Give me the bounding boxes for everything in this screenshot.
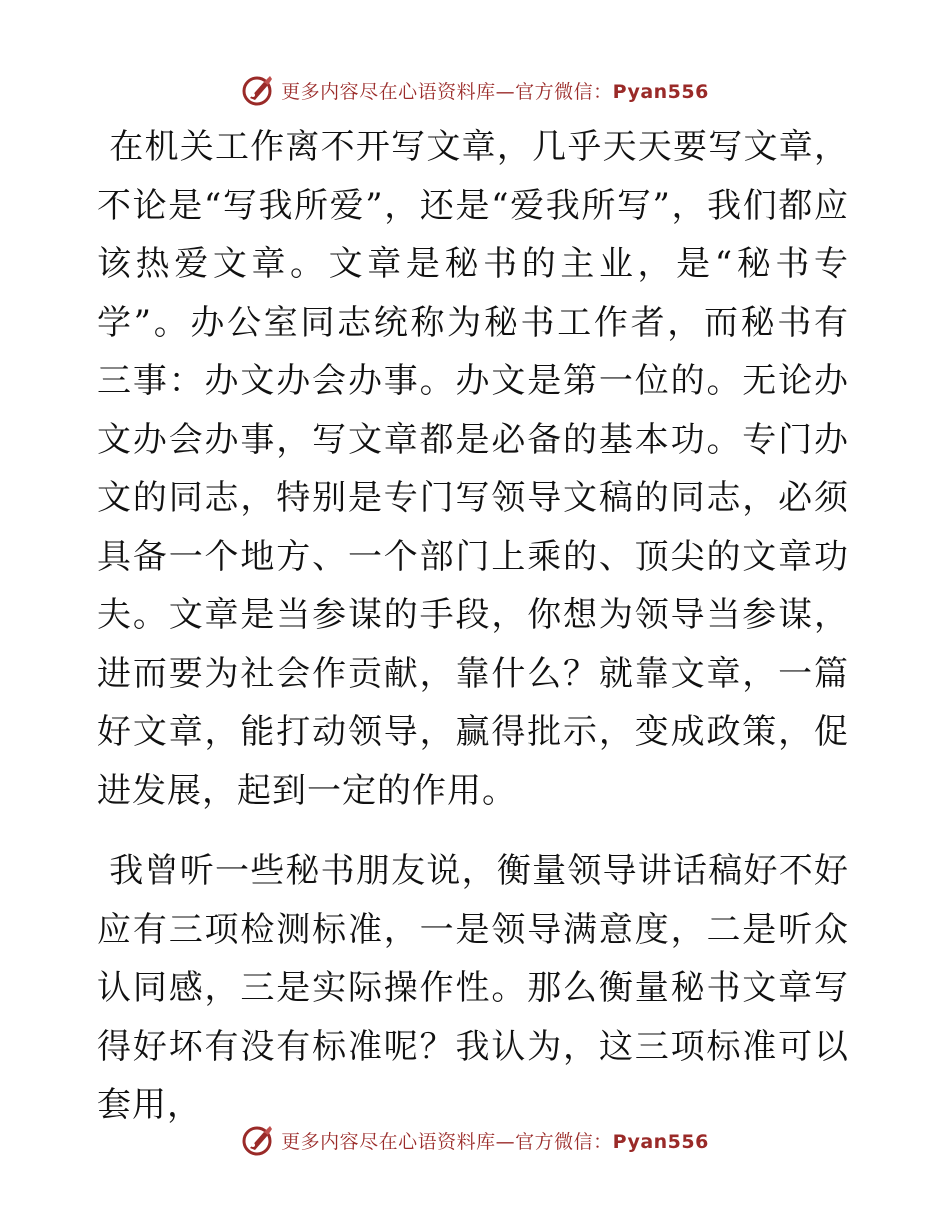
body-paragraph-1	[97, 118, 849, 820]
document-body	[97, 118, 849, 1135]
header-banner-separator: —	[495, 80, 516, 103]
header-banner-main: 更多内容尽在心语资料库	[281, 80, 496, 103]
footer-banner-separator: —	[495, 1130, 516, 1153]
header-banner-official: 官方微信：	[515, 80, 613, 103]
pen-seal-logo-icon	[241, 73, 275, 107]
pen-seal-logo-icon	[241, 1123, 275, 1157]
body-paragraph-1-text: 在机关工作离不开写文章，几乎天天要写文章，不论是“写我所爱”，还是“爱我所写”，我们都应该热爱文章。文章是秘书的主业，是“秘书专学”。办公室同志统称为秘书工作者，而秘书有三事：办文办会办事。办文是第一位的。无论办文办会办事，写文章都是必备的基本功。专门办文的同志，特别是专门写领导文稿的同志，必须具备一个地方、一个部门上乘的、顶尖的文章功夫。文章是当参谋的手段，你想为领导当参谋，进而要为社会作贡献，靠什么？就靠文章，一篇好文章，能打动领导，赢得批示，变成政策，促进发展，起到一定的作用。	[97, 127, 849, 811]
header-banner-wechat-id: Pyan556	[612, 80, 709, 103]
body-paragraph-2	[97, 842, 849, 1135]
header-banner-text	[281, 77, 709, 104]
footer-banner-text	[281, 1127, 709, 1154]
footer-banner	[0, 1120, 950, 1160]
footer-banner-main: 更多内容尽在心语资料库	[281, 1130, 496, 1153]
body-paragraph-2-text: 我曾听一些秘书朋友说，衡量领导讲话稿好不好应有三项检测标准，一是领导满意度，二是听众认同感，三是实际操作性。那么衡量秘书文章写得好坏有没有标准呢？我认为，这三项标准可以套用，	[97, 851, 849, 1125]
header-banner	[0, 70, 950, 110]
footer-banner-wechat-id: Pyan556	[612, 1130, 709, 1153]
footer-banner-official: 官方微信：	[515, 1130, 613, 1153]
